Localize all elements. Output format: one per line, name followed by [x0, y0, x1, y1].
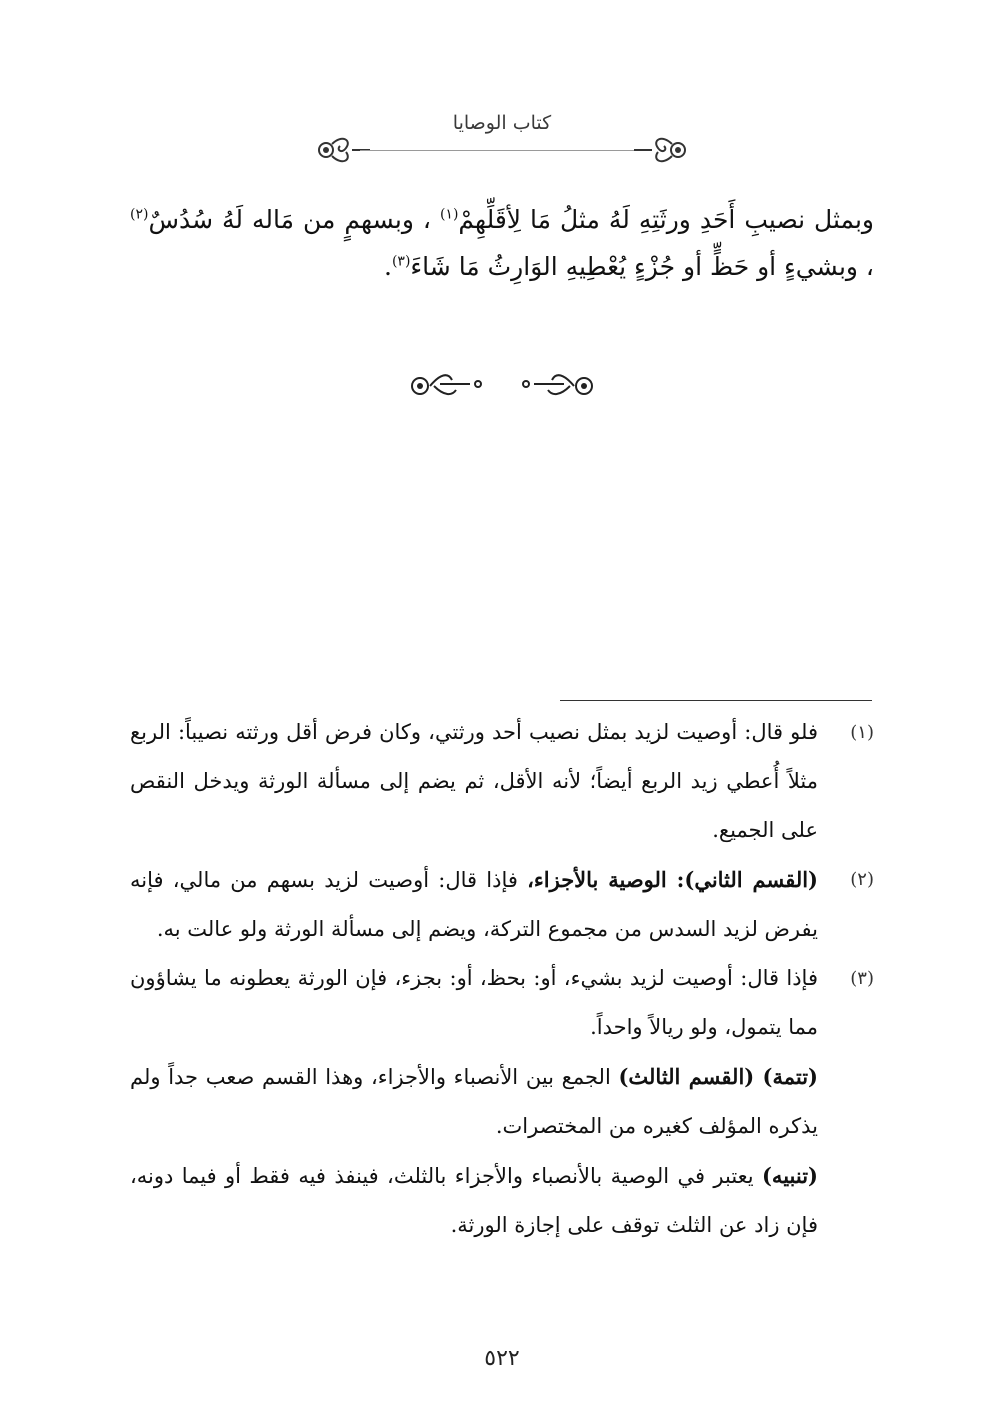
- main-text-part-3: ، وبشيءٍ أو حَظٍّ أو جُزْءٍ يُعْطِيهِ الوَارِثُ مَا شَاءَ: [410, 252, 874, 281]
- section-separator-ornament-icon: [0, 366, 1004, 406]
- header-rule: [360, 150, 644, 151]
- footnote-text: فإذا قال: أوصيت لزيد بسهم من مالي، فإنه يفرض لزيد السدس من مجموع التركة، ويضم إلى مسألة الورثة ولو عالت به.: [130, 868, 818, 941]
- footnote-ref-3[interactable]: (٣): [391, 253, 411, 270]
- footnote-heading: (تنبيه): [762, 1163, 818, 1188]
- running-header-title: كتاب الوصايا: [452, 112, 552, 134]
- footnote-1: [130, 708, 874, 855]
- footnotes-section: [130, 708, 874, 1250]
- main-text-part-1: وبمثل نصيبِ أَحَدِ ورثَتِهِ لَهُ مثلُ مَا لِأقَلِّهِمْ: [458, 205, 875, 234]
- footnote-number: (١): [850, 722, 874, 743]
- footnote-text: الجمع بين الأنصباء والأجزاء، وهذا القسم صعب جداً ولم يذكره المؤلف كغيره من المختصرات.: [130, 1065, 818, 1138]
- main-text-end: .: [384, 252, 392, 281]
- footnote-text: فإذا قال: أوصيت لزيد بشيء، أو: بحظ، أو: بجزء، فإن الورثة يعطونه ما يشاؤون مما يتمول، ولو ريالاً واحداً.: [130, 966, 818, 1039]
- main-text-part-2: ، وبسهمٍ من مَاله لَهُ سُدُسٌ: [148, 205, 431, 234]
- footnote-text: فلو قال: أوصيت لزيد بمثل نصيب أحد ورثتي، وكان فرض أقل ورثته نصيباً: الربع مثلاً أُعطي زيد الربع أيضاً؛ لأنه الأقل، ثم يضم إلى مسألة الورثة ويدخل النقص على الجميع.: [130, 720, 818, 842]
- footnote-ref-1[interactable]: (١): [439, 206, 459, 223]
- footnote-heading: (تتمة) (القسم الثالث): [618, 1064, 818, 1089]
- footnote-number: (٢): [850, 869, 874, 890]
- footnote-heading: (القسم الثاني): الوصية بالأجزاء،: [527, 867, 818, 892]
- footnote-text: يعتبر في الوصية بالأنصباء والأجزاء بالثلث، فينفذ فيه فقط أو فيما دونه، فإن زاد عن الثلث توقف على إجازة الورثة.: [130, 1164, 818, 1237]
- header-ornament-right-icon: [632, 132, 692, 168]
- page-number: ٥٢٢: [484, 1346, 520, 1371]
- footnote-2: [130, 855, 874, 954]
- footnote-ref-2[interactable]: (٢): [130, 206, 149, 223]
- footnote-separator: [560, 700, 872, 701]
- main-paragraph: [130, 196, 874, 290]
- footnote-number: (٣): [850, 968, 874, 989]
- footnote-3: [130, 954, 874, 1250]
